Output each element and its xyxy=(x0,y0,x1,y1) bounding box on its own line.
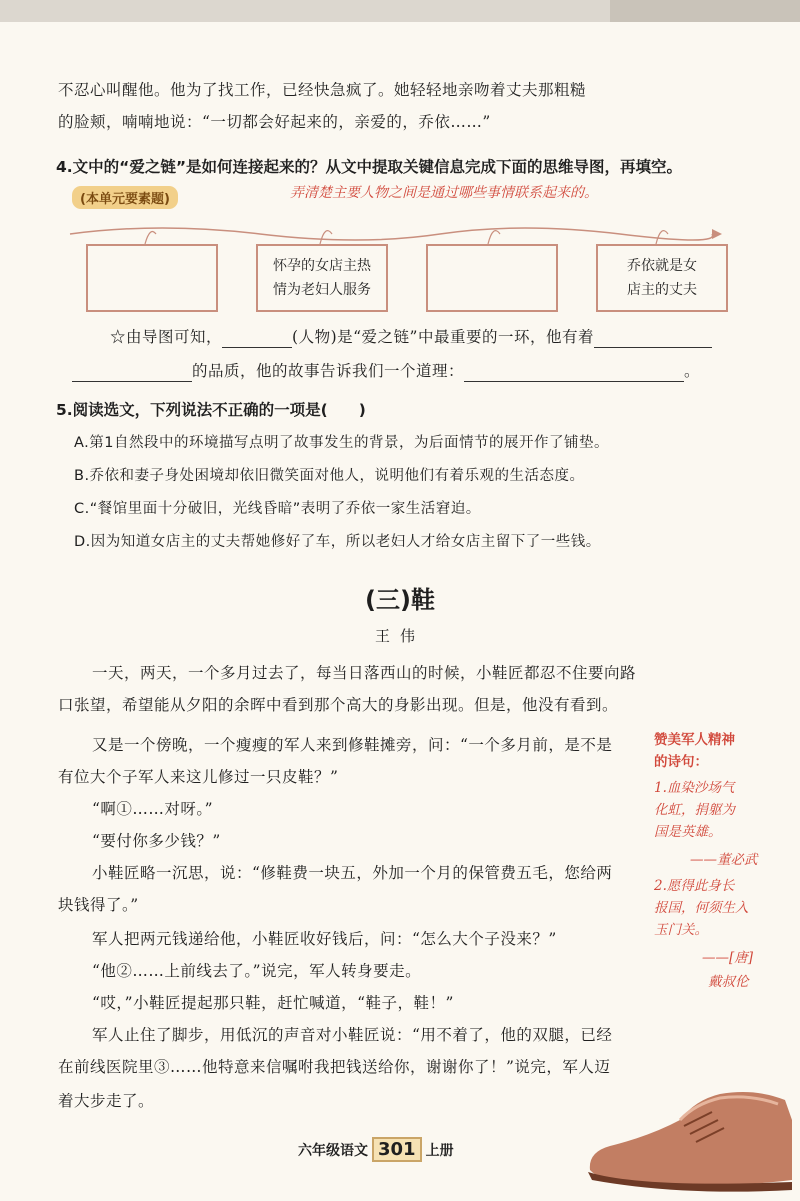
chain-link xyxy=(320,231,332,244)
chain-link xyxy=(488,231,500,244)
story-line: “啊①……对呀。” xyxy=(92,800,214,818)
box-text: 乔依就是女 xyxy=(627,258,697,274)
shoe-body xyxy=(590,1092,792,1185)
story-line: 又是一个傍晚，一个瘦瘦的军人来到修鞋摊旁，问：“一个多月前，是不是 xyxy=(92,736,613,754)
chain-arrow-line xyxy=(70,228,713,240)
box-text: 店主的丈夫 xyxy=(627,282,697,298)
sidebar-line: 玉门关。 xyxy=(654,922,708,938)
blank-quality-cont[interactable] xyxy=(72,381,192,382)
mind-map-box-3[interactable] xyxy=(426,244,558,312)
story-title: (三)鞋 xyxy=(365,586,435,614)
story-line: 小鞋匠略一沉思，说：“修鞋费一块五，外加一个月的保管费五毛，您给两 xyxy=(92,864,613,882)
fill-in-line-2: 的品质，他的故事告诉我们一个道理： 。 xyxy=(72,360,700,382)
option-c[interactable]: C.“餐馆里面十分破旧，光线昏暗”表明了乔依一家生活窘迫。 xyxy=(74,501,481,517)
option-a[interactable]: A.第1自然段中的环境描写点明了故事发生的背景，为后面情节的展开作了铺垫。 xyxy=(74,435,609,451)
paragraph-line: 的脸颊，喃喃地说：“一切都会好起来的，亲爱的，乔依……” xyxy=(58,113,491,131)
box-text: 情为老妇人服务 xyxy=(273,282,371,298)
sidebar-line: ——[唐] xyxy=(702,950,754,966)
paragraph-line: 不忍心叫醒他。他为了找工作，已经快急疯了。她轻轻地亲吻着丈夫那粗糙 xyxy=(58,81,587,99)
story-line: 军人把两元钱递给他，小鞋匠收好钱后，问：“怎么大个子没来？” xyxy=(92,930,557,948)
chain-link xyxy=(145,232,156,244)
question-5: 5.阅读选文，下列说法不正确的一项是( ) xyxy=(56,401,366,419)
sidebar-line: 2.愿得此身长 xyxy=(654,878,735,894)
story-line: “哎，”小鞋匠提起那只鞋，赶忙喊道，“鞋子，鞋！” xyxy=(92,994,454,1012)
handwritten-hint: 弄清楚主要人物之间是通过哪些事情联系起来的。 xyxy=(290,185,598,201)
question-4: 4.文中的“爱之链”是如何连接起来的？从文中提取关键信息完成下面的思维导图，再填空。 xyxy=(56,158,683,176)
sidebar-heading: 的诗句： xyxy=(654,754,708,770)
unit-element-tag: (本单元要素题) xyxy=(72,186,178,209)
footer-grade: 六年级语文 xyxy=(298,1143,368,1159)
sidebar-line: 戴叔伦 xyxy=(708,974,749,990)
page-number: 301 xyxy=(372,1137,422,1162)
shoe-illustration xyxy=(580,1060,795,1195)
blank-quality[interactable] xyxy=(594,347,712,348)
story-line: “要付你多少钱？” xyxy=(92,832,221,850)
sidebar-line: 1.血染沙场气 xyxy=(654,780,735,796)
story-line: 在前线医院里③……他特意来信嘱咐我把钱送给你，谢谢你了！”说完，军人迈 xyxy=(58,1058,611,1076)
option-b[interactable]: B.乔依和妻子身处困境却依旧微笑面对他人，说明他们有着乐观的生活态度。 xyxy=(74,468,585,484)
option-d[interactable]: D.因为知道女店主的丈夫帮她修好了车，所以老妇人才给女店主留下了一些钱。 xyxy=(74,534,601,550)
chain-link xyxy=(656,231,668,244)
mind-map-box-1[interactable] xyxy=(86,244,218,312)
box-text: 怀孕的女店主热 xyxy=(273,258,371,274)
mind-map-box-4 xyxy=(596,244,728,312)
sidebar-line: 报国，何须生入 xyxy=(654,900,749,916)
story-line: 口张望，希望能从夕阳的余晖中看到那个高大的身影出现。但是，他没有看到。 xyxy=(58,696,619,714)
blank-person[interactable] xyxy=(222,347,292,348)
sidebar-heading: 赞美军人精神 xyxy=(654,732,735,748)
story-line: 着大步走了。 xyxy=(58,1092,155,1110)
mind-map-box-2 xyxy=(256,244,388,312)
chain-arrow-head xyxy=(712,229,722,239)
story-line: 有位大个子军人来这儿修过一只皮鞋？” xyxy=(58,768,339,786)
sidebar-line: ——董必武 xyxy=(690,852,758,868)
sidebar-line: 国是英雄。 xyxy=(654,824,722,840)
page-footer xyxy=(298,1137,454,1162)
fill-in-line-1: ☆由导图可知， (人物)是“爱之链”中最重要的一环，他有着 xyxy=(110,326,712,348)
story-line: 军人止住了脚步，用低沉的声音对小鞋匠说：“用不着了，他的双腿，已经 xyxy=(92,1026,613,1044)
blank-lesson[interactable] xyxy=(464,381,684,382)
sidebar-line: 化虹，捐躯为 xyxy=(654,802,735,818)
story-line: “他②……上前线去了。”说完，军人转身要走。 xyxy=(92,962,422,980)
story-line: 块钱得了。” xyxy=(58,896,139,914)
story-line: 一天，两天，一个多月过去了，每当日落西山的时候，小鞋匠都忍不住要向路 xyxy=(92,664,637,682)
footer-volume: 上册 xyxy=(425,1143,454,1159)
story-author: 王伟 xyxy=(374,627,425,645)
